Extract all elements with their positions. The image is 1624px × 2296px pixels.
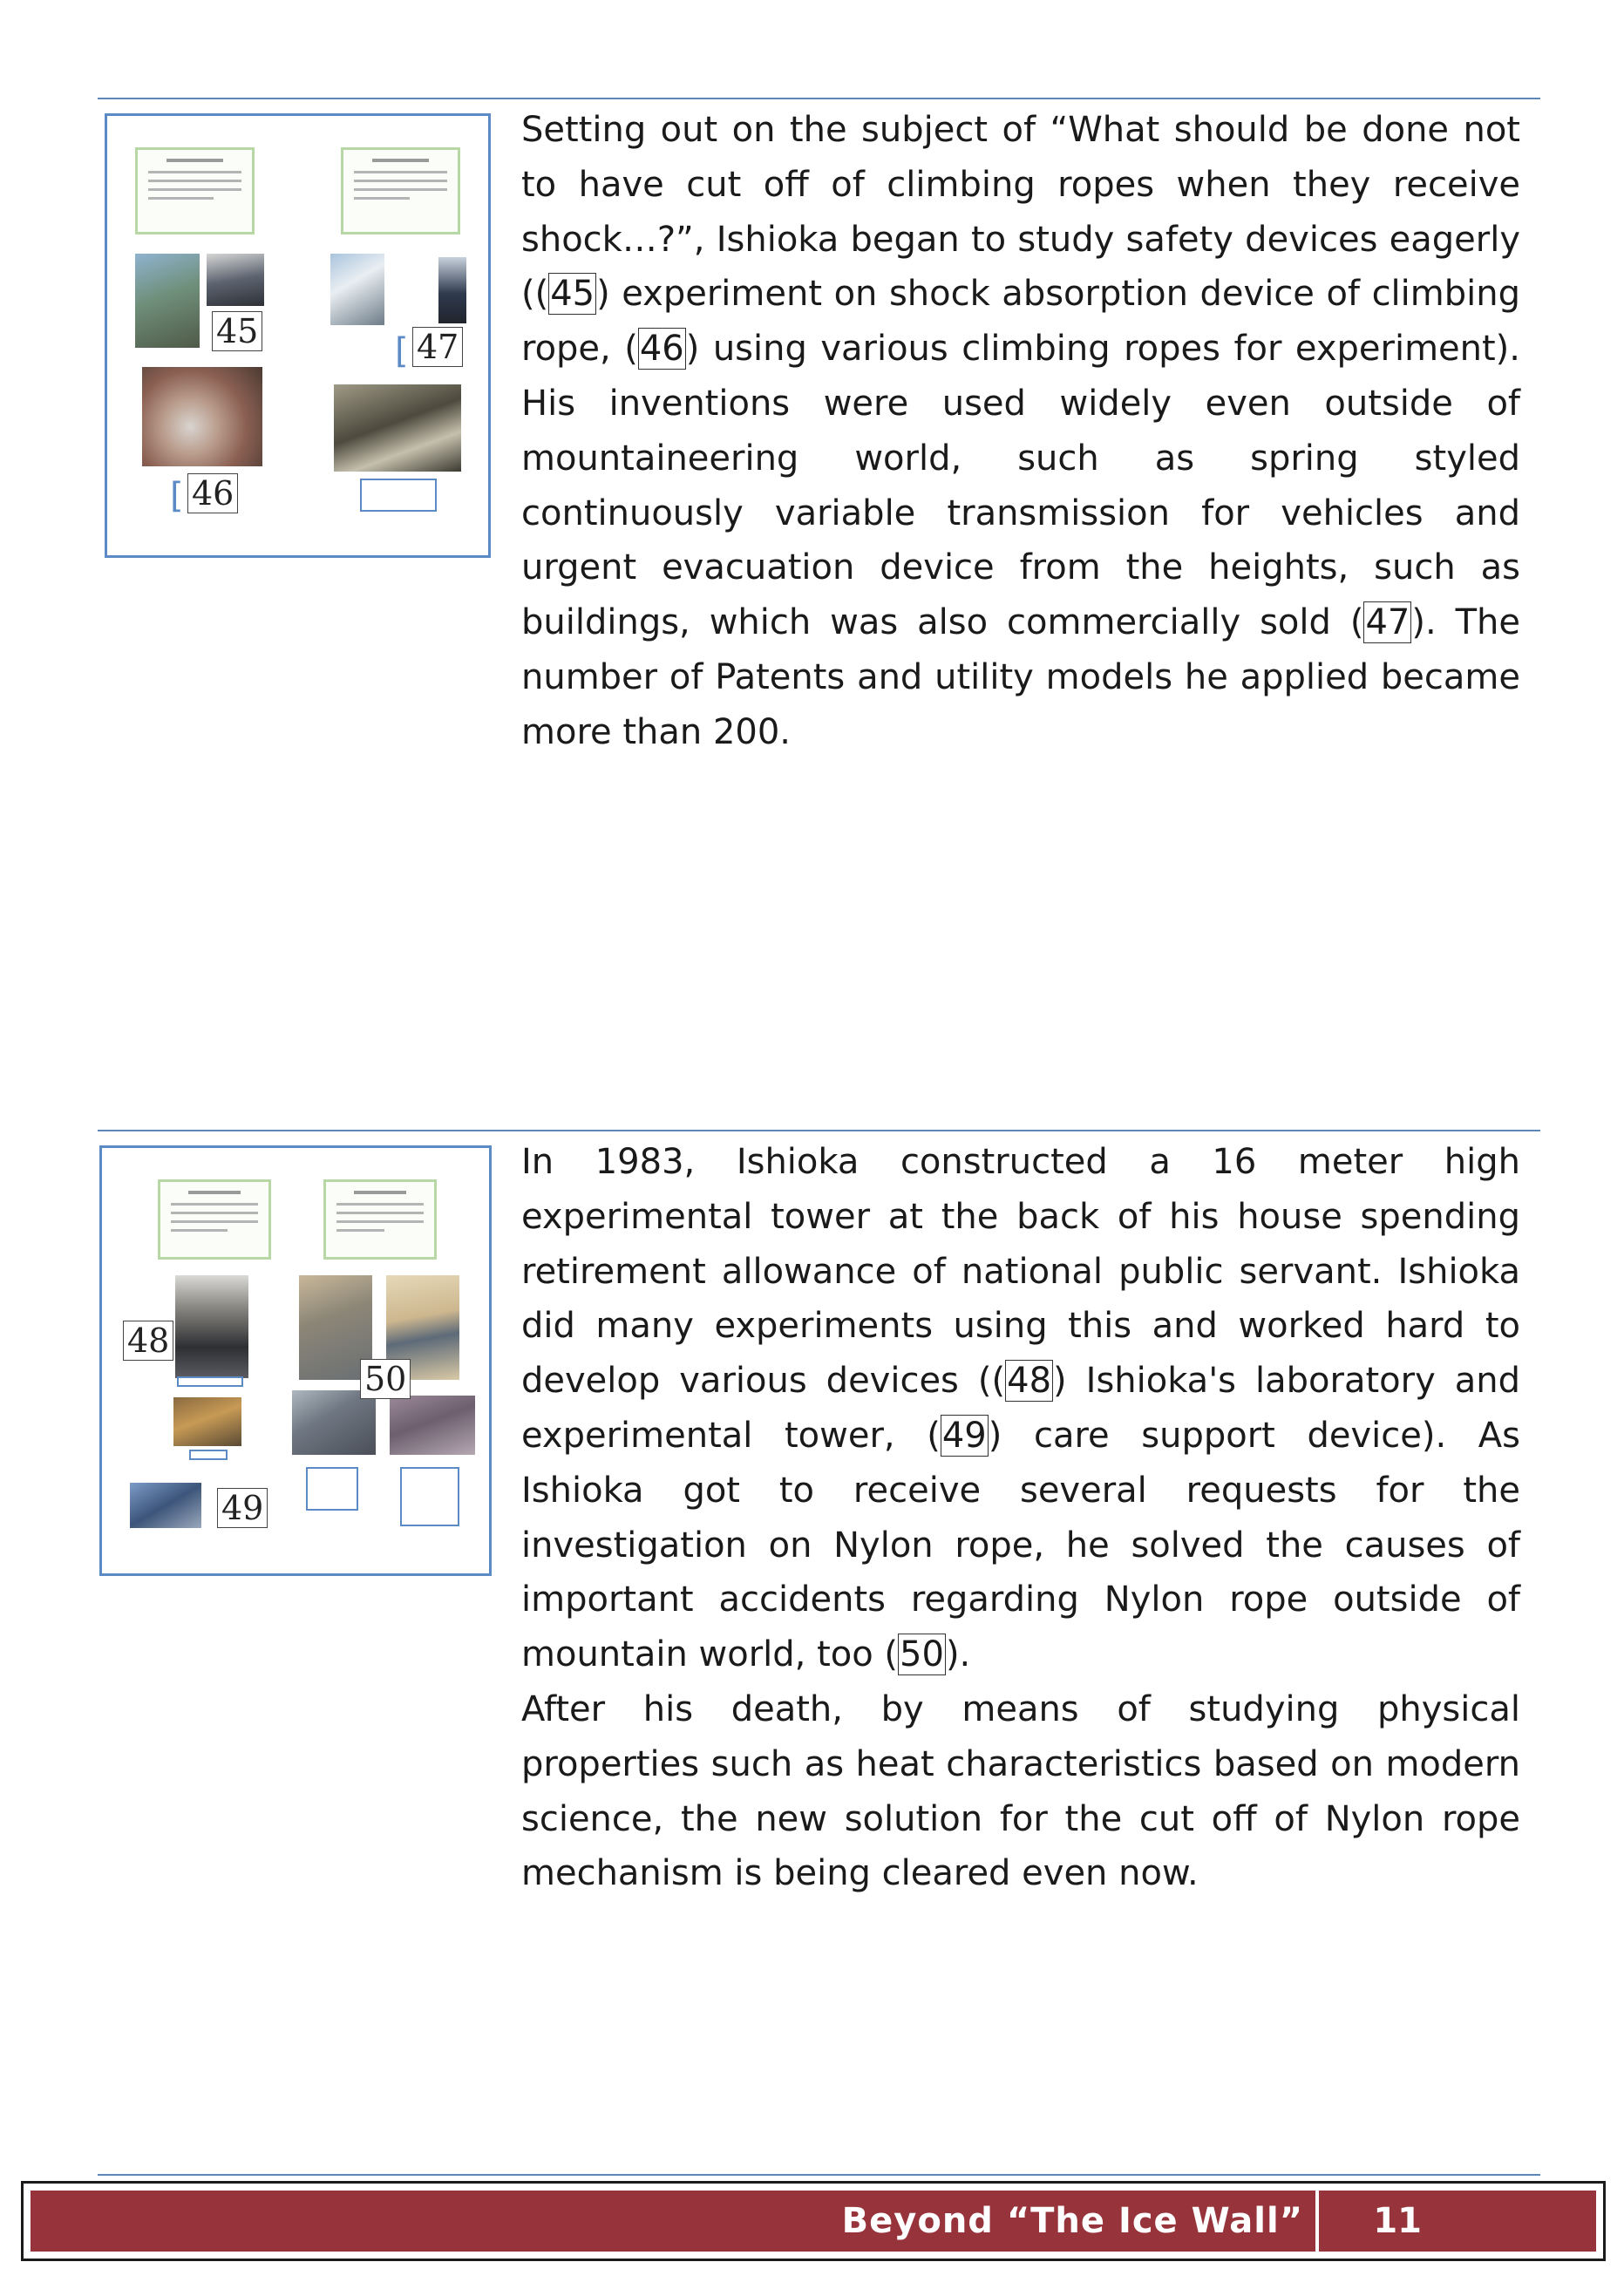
photo-experiment <box>207 254 264 306</box>
photo-rope-test <box>390 1396 475 1455</box>
photo-ropes <box>142 367 262 466</box>
paragraph-text: ). The number of Patents and utility models he applied became more than 200. <box>521 602 1520 752</box>
label-bracket: [ <box>395 331 409 371</box>
photo-care-device <box>173 1397 241 1446</box>
empty-label-box <box>177 1376 243 1387</box>
section-divider-middle <box>98 1130 1540 1131</box>
panel-text-block <box>158 1179 271 1260</box>
body-paragraph-1 <box>521 103 1520 760</box>
figure-reference: 45 <box>550 274 595 315</box>
page-number: 11 <box>1373 2201 1422 2241</box>
panel-text-block <box>135 147 255 234</box>
empty-label-box <box>306 1467 358 1511</box>
paragraph-text: Setting out on the subject of “What should be done not to have cut off of climbing ropes when they receive shock…?”, Ishioka began to study safety devices eagerly (( <box>521 110 1520 315</box>
footer-divider <box>98 2174 1540 2176</box>
panel-label: 45 <box>212 311 262 351</box>
paragraph-text: ) experiment on shock absorption device of climbing rope, ( <box>521 274 1520 370</box>
footer-band <box>31 2191 1596 2252</box>
photo-machinery <box>334 384 461 472</box>
panel-text-block <box>341 147 460 234</box>
figure-reference: 49 <box>941 1415 987 1456</box>
empty-label-box <box>189 1450 228 1460</box>
figure-reference: 48 <box>1007 1361 1052 1402</box>
panel-text-block <box>323 1179 437 1260</box>
empty-label-box <box>360 479 437 512</box>
paragraph-text: ) using various climbing ropes for experiment). His inventions were used widely even outside of mountaineering world, such as spring styled continuously variable transmission for vehicles and urgent evacuation device from the heights, such as buildings, which was also commercially sold ( <box>521 329 1520 643</box>
empty-label-box <box>400 1467 459 1526</box>
figure-reference: 46 <box>639 329 684 370</box>
photo-experiment <box>135 254 200 348</box>
panel-label: 50 <box>360 1359 411 1399</box>
figure-reference: 50 <box>900 1634 944 1675</box>
section-divider-top <box>98 98 1540 99</box>
label-bracket: [ <box>170 476 184 516</box>
footer-bar <box>21 2181 1606 2261</box>
photo-rope-test <box>292 1390 376 1455</box>
photo-care-device <box>130 1483 201 1528</box>
paragraph-text: ) care support device). As Ishioka got to receive several requests for the investigation on Nylon rope, he solved the causes of important accidents regarding Nylon rope outside of mountain world, too ( <box>521 1415 1520 1675</box>
panel-label: 49 <box>217 1488 268 1528</box>
body-paragraph-3: After his death, by means of studying physical properties such as heat characteristics based on modern science, the new solution for the cut off of Nylon rope mechanism is being cleared even now. <box>521 1689 1520 1894</box>
footer-separator <box>1315 2191 1319 2252</box>
exhibit-panel-thumbnail-1 <box>105 113 491 558</box>
panel-label: 48 <box>123 1321 173 1361</box>
paragraph-text: ). <box>945 1634 971 1675</box>
paragraph-text: In 1983, Ishioka constructed a 16 meter high experimental tower at the back of his house spending retirement allowance of national public servant. Ishioka did many experiments using this and worked hard to develop various devices (( <box>521 1142 1520 1402</box>
photo-device <box>330 254 384 325</box>
photo-person <box>438 257 466 323</box>
body-paragraph-2 <box>521 1135 1520 1682</box>
exhibit-panel-thumbnail-2 <box>99 1145 492 1576</box>
paragraph-text: ) Ishioka's laboratory and experimental tower, ( <box>521 1361 1521 1456</box>
photo-tower <box>175 1275 248 1378</box>
panel-label: 47 <box>412 327 463 367</box>
panel-label: 46 <box>187 473 238 513</box>
footer-title: Beyond “The Ice Wall” <box>841 2201 1303 2241</box>
figure-reference: 47 <box>1365 602 1410 643</box>
